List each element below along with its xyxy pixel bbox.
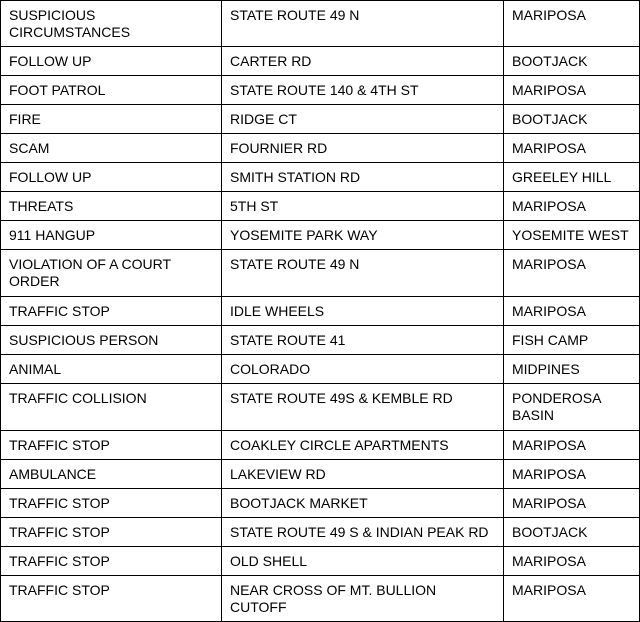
incident-type-cell: TRAFFIC STOP [1, 518, 222, 547]
incident-type-cell: TRAFFIC STOP [1, 547, 222, 576]
incident-location-cell: LAKEVIEW RD [222, 460, 504, 489]
incident-area-cell: MARIPOSA [504, 576, 640, 622]
table-row [1, 163, 640, 192]
incident-type-cell: FOLLOW UP [1, 163, 222, 192]
incident-area-cell: MARIPOSA [504, 76, 640, 105]
incident-area-cell: BOOTJACK [504, 105, 640, 134]
incident-type-cell: SUSPICIOUS CIRCUMSTANCES [1, 1, 222, 47]
incident-area-cell: MARIPOSA [504, 431, 640, 460]
incident-type-cell: 911 HANGUP [1, 221, 222, 250]
incident-location-cell: RIDGE CT [222, 105, 504, 134]
incident-area-cell: MARIPOSA [504, 1, 640, 47]
incident-type-cell: TRAFFIC STOP [1, 431, 222, 460]
table-row [1, 221, 640, 250]
incident-type-cell: TRAFFIC COLLISION [1, 384, 222, 431]
incident-area-cell: MARIPOSA [504, 547, 640, 576]
incident-location-cell: STATE ROUTE 49S & KEMBLE RD [222, 384, 504, 431]
table-row [1, 1, 640, 47]
table-row [1, 576, 640, 622]
incident-location-cell: IDLE WHEELS [222, 297, 504, 326]
table-row [1, 297, 640, 326]
incident-location-cell: STATE ROUTE 140 & 4TH ST [222, 76, 504, 105]
incident-location-cell: YOSEMITE PARK WAY [222, 221, 504, 250]
incident-location-cell: SMITH STATION RD [222, 163, 504, 192]
incident-type-cell: THREATS [1, 192, 222, 221]
incident-area-cell: MARIPOSA [504, 134, 640, 163]
table-row [1, 460, 640, 489]
incident-location-cell: STATE ROUTE 49 N [222, 250, 504, 297]
incident-location-cell: BOOTJACK MARKET [222, 489, 504, 518]
incident-type-cell: SUSPICIOUS PERSON [1, 326, 222, 355]
incident-area-cell: YOSEMITE WEST [504, 221, 640, 250]
incident-area-cell: MARIPOSA [504, 250, 640, 297]
incident-area-cell: FISH CAMP [504, 326, 640, 355]
table-row [1, 192, 640, 221]
incident-area-cell: BOOTJACK [504, 518, 640, 547]
incident-area-cell: MARIPOSA [504, 460, 640, 489]
incident-type-cell: FOOT PATROL [1, 76, 222, 105]
table-row [1, 47, 640, 76]
incident-type-cell: FIRE [1, 105, 222, 134]
incident-location-cell: STATE ROUTE 41 [222, 326, 504, 355]
table-row [1, 134, 640, 163]
incident-area-cell: MARIPOSA [504, 192, 640, 221]
incident-log-body [1, 1, 640, 622]
incident-location-cell: COAKLEY CIRCLE APARTMENTS [222, 431, 504, 460]
incident-type-cell: SCAM [1, 134, 222, 163]
incident-location-cell: CARTER RD [222, 47, 504, 76]
table-row [1, 250, 640, 297]
table-row [1, 355, 640, 384]
table-row [1, 431, 640, 460]
table-row [1, 326, 640, 355]
incident-type-cell: TRAFFIC STOP [1, 576, 222, 622]
incident-type-cell: AMBULANCE [1, 460, 222, 489]
incident-type-cell: TRAFFIC STOP [1, 489, 222, 518]
table-row [1, 518, 640, 547]
table-row [1, 489, 640, 518]
incident-type-cell: TRAFFIC STOP [1, 297, 222, 326]
incident-area-cell: GREELEY HILL [504, 163, 640, 192]
incident-location-cell: FOURNIER RD [222, 134, 504, 163]
incident-area-cell: PONDEROSA BASIN [504, 384, 640, 431]
incident-area-cell: MIDPINES [504, 355, 640, 384]
incident-type-cell: FOLLOW UP [1, 47, 222, 76]
table-row [1, 105, 640, 134]
incident-location-cell: STATE ROUTE 49 S & INDIAN PEAK RD [222, 518, 504, 547]
incident-location-cell: OLD SHELL [222, 547, 504, 576]
table-row [1, 76, 640, 105]
incident-type-cell: VIOLATION OF A COURT ORDER [1, 250, 222, 297]
incident-area-cell: MARIPOSA [504, 297, 640, 326]
incident-area-cell: BOOTJACK [504, 47, 640, 76]
incident-location-cell: COLORADO [222, 355, 504, 384]
incident-location-cell: 5TH ST [222, 192, 504, 221]
table-row [1, 547, 640, 576]
incident-type-cell: ANIMAL [1, 355, 222, 384]
incident-location-cell: STATE ROUTE 49 N [222, 1, 504, 47]
incident-location-cell: NEAR CROSS OF MT. BULLION CUTOFF [222, 576, 504, 622]
table-row [1, 384, 640, 431]
incident-area-cell: MARIPOSA [504, 489, 640, 518]
